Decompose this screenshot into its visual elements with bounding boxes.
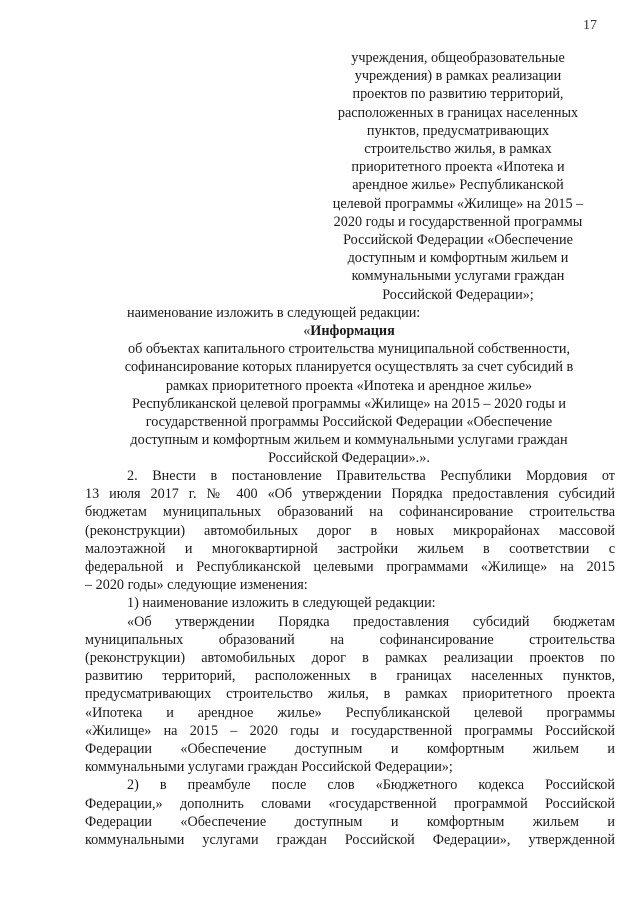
- continuation-line: приоритетного проекта «Ипотека и: [351, 159, 565, 176]
- quote-line: (реконструкции) автомобильных дорог в рамках реализации проектов по: [85, 650, 615, 667]
- info-title: Информация: [310, 323, 395, 339]
- item-2-line: коммунальными услугами граждан Российской Федерации», утвержденной: [85, 832, 615, 849]
- info-line: об объектах капитального строительства муниципальной собственности,: [127, 341, 571, 358]
- continuation-line: строительство жилья, в рамках: [364, 141, 552, 158]
- continuation-line: проектов по развитию территорий,: [352, 86, 564, 103]
- item-1-line: 1) наименование изложить в следующей редакции:: [127, 595, 436, 612]
- info-title-quote: «: [303, 323, 311, 339]
- paragraph-2: [85, 467, 615, 594]
- page-number: 17: [583, 18, 597, 33]
- quote-line: развитию территорий, расположенных в границах населенных пунктов,: [85, 668, 615, 685]
- continuation-line: коммунальными услугами граждан: [351, 268, 565, 285]
- body-line: федеральной и Республиканской целевыми программами «Жилище» на 2015: [85, 559, 615, 576]
- info-line: доступным и комфортным жильем и коммунальными услугами граждан: [130, 432, 568, 449]
- info-line: Республиканской целевой программы «Жилище» на 2015 – 2020 годы и: [132, 395, 566, 412]
- quote-line: «Жилище» на 2015 – 2020 годы и государственной программы Российской: [85, 722, 615, 739]
- continuation-line: целевой программы «Жилище» на 2015 –: [332, 195, 584, 212]
- body-line: бюджетам муниципальных образований на софинансирование строительства: [85, 504, 615, 521]
- quote-line: предусматривающих строительство жилья, в рамках приоритетного проекта: [85, 686, 615, 703]
- body-line: 13 июля 2017 г. № 400 «Об утверждении Порядка предоставления субсидий: [85, 486, 615, 503]
- continuation-line: Российской Федерации «Обеспечение: [343, 232, 573, 249]
- item-2-line: 2) в преамбуле после слов «Бюджетного кодекса Российской: [127, 777, 615, 794]
- info-line: Российской Федерации».».: [268, 450, 430, 467]
- item-2-line: Федерации «Обеспечение доступным и комфортным жильем и: [85, 813, 615, 830]
- continuation-line: Российской Федерации»;: [382, 286, 534, 303]
- continuation-line: доступным и комфортным жильем и: [347, 250, 569, 267]
- continuation-block: [308, 49, 608, 304]
- body-line: (реконструкции) автомобильных дорог в новых микрорайонах массовой: [85, 522, 615, 539]
- quote-line: Федерации «Обеспечение доступным и комфортным жильем и: [85, 741, 615, 758]
- info-line: государственной программы Российской Федерации «Обеспечение: [145, 414, 553, 431]
- continuation-line: учреждения) в рамках реализации: [354, 68, 562, 85]
- continuation-line: пунктов, предусматривающих: [366, 122, 550, 139]
- continuation-line: арендное жилье» Республиканской: [352, 177, 564, 194]
- info-heading-block: [84, 322, 614, 468]
- info-line: рамках приоритетного проекта «Ипотека и арендное жилье»: [165, 377, 533, 394]
- info-line: софинансирование которых планируется осуществлять за счет субсидий в: [124, 359, 574, 376]
- quote-line: «Ипотека и арендное жилье» Республиканской целевой программы: [85, 704, 615, 721]
- quote-line: муниципальных образований на софинансирование строительства: [85, 631, 615, 648]
- continuation-line: расположенных в границах населенных: [337, 104, 579, 121]
- info-title-line: [84, 322, 614, 340]
- continuation-line: учреждения, общеобразовательные: [351, 50, 565, 66]
- body-line: – 2020 годы» следующие изменения:: [85, 577, 308, 594]
- item-1: [85, 594, 615, 612]
- quoted-title: [85, 613, 615, 777]
- quote-line: «Об утверждении Порядка предоставления субсидий бюджетам: [127, 613, 615, 630]
- body-text: [85, 467, 615, 849]
- continuation-line: 2020 годы и государственной программы: [333, 213, 583, 230]
- item-2: [85, 776, 615, 849]
- body-line: 2. Внести в постановление Правительства Республики Мордовия от: [127, 468, 615, 484]
- item-2-line: Федерации,» дополнить словами «государственной программой Российской: [85, 795, 615, 812]
- body-line: малоэтажной и многоквартирной застройки жильем в соответствии с: [85, 540, 615, 557]
- rename-instruction: наименование изложить в следующей редакции:: [127, 305, 421, 321]
- quote-line: коммунальными услугами граждан Российской Федерации»;: [85, 759, 453, 776]
